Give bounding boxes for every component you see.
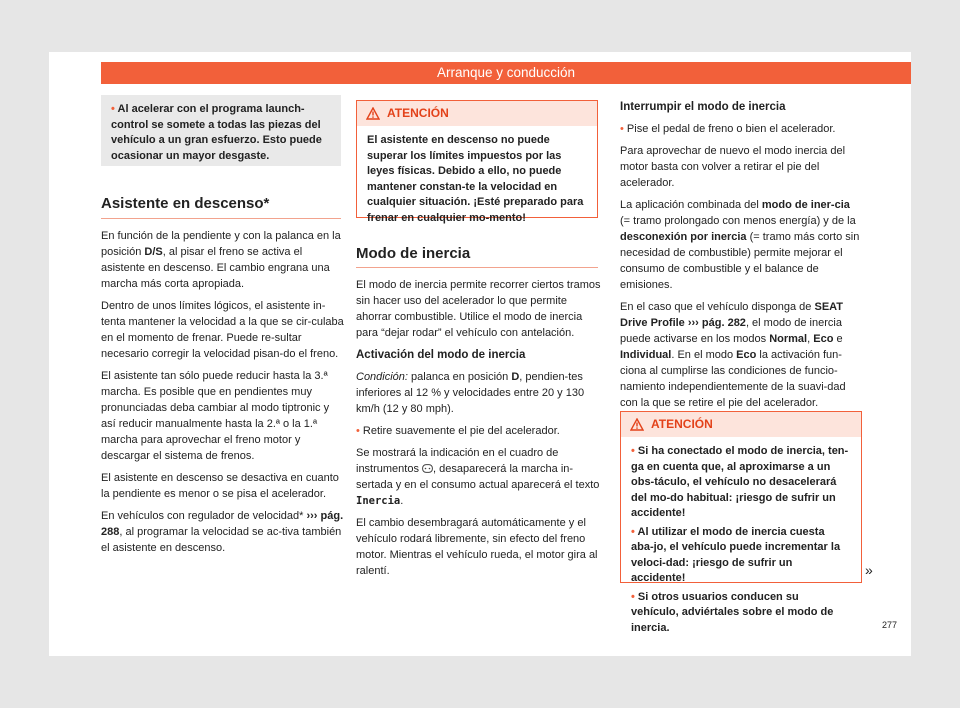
paragraph: En el caso que el vehículo disponga de SEAT Drive Profile ››› pág. 282, el modo de inercia puede activarse en los modos Normal, Eco e Individual. En el modo Eco la activación fun-ciona al cumplirse las condiciones de funcio-namiento independientemente de la suavi-dad con la que se retire el pie del acelerador. [620, 301, 846, 409]
warning-box [356, 100, 598, 224]
warning-triangle-icon [630, 418, 644, 431]
section-title-hill-descent: Asistente en descenso* [101, 195, 270, 212]
paragraph: Para aprovechar de nuevo el modo inercia del motor basta con volver a retirar el pie del acelerador. [620, 145, 846, 189]
paragraph: El asistente en descenso se desactiva en cuanto la pendiente es menor o se pisa el acelerador. [101, 472, 339, 500]
section-rule [101, 218, 341, 219]
paragraph: Se mostrará la indicación en el cuadro de instrumentos , desaparecerá la marcha in-sertada y en el consumo actual aparecerá el texto Inercia. [356, 447, 600, 507]
warning-triangle-icon [366, 107, 380, 120]
paragraph: En vehículos con regulador de velocidad* ››› pág. 288, al programar la velocidad se ac-tiva también el asistente en descenso. [101, 510, 344, 554]
paragraph: La aplicación combinada del modo de iner-cia (= tramo prolongado con menos energía) y de la desconexión por inercia (= tramo más corto sin necesidad de combustible) permite mejorar el consumo de combustible y el balance de emisiones. [620, 199, 860, 291]
list-item: • Pise el pedal de freno o bien el acelerador. [620, 123, 836, 135]
subheading: Activación del modo de inercia [356, 349, 526, 361]
paragraph: Dentro de unos límites lógicos, el asistente in-tenta mantener la velocidad a la que se cir-culaba en el momento de frenar. Puede re-sultar necesario corregir la velocidad pisan-do el freno. [101, 300, 344, 360]
note-box [101, 95, 341, 166]
warning-text: El asistente en descenso no puede superar los límites impuestos por las leyes físicas. Debido a ello, no puede mantener constan-te la velocidad en cualquier situación. ¡Esté preparado para frenar en cualquier mo-mento! [367, 134, 584, 224]
paragraph: En función de la pendiente y con la palanca en la posición D/S, al pisar el freno se activa el asistente en descenso. El cambio engrana una marcha más corta apropiada. [101, 230, 341, 290]
list-item: • Retire suavemente el pie del acelerador. [356, 425, 560, 437]
continue-arrow-icon: » [865, 562, 873, 578]
page-link[interactable]: ››› pág. 288 [101, 510, 344, 538]
paragraph: El cambio desembragará automáticamente y el vehículo rodará libremente, sin efecto del freno motor. Mientras el vehículo rueda, el motor gira al ralentí. [356, 517, 598, 577]
note-text: Al acelerar con el programa launch-control se somete a todas las piezas del vehículo a un gran esfuerzo. Esto puede ocasionar un mayor desgaste. [111, 103, 322, 162]
warning-header: ATENCIÓN [357, 101, 597, 126]
page-link[interactable]: SEAT Drive Profile ››› pág. 282 [620, 301, 844, 329]
warning-header: ATENCIÓN [621, 412, 861, 437]
page-header: Arranque y conducción [101, 62, 911, 84]
list-item: • Si ha conectado el modo de inercia, ten-ga en cuenta que, al aproximarse a un obs-táculo, el vehículo no desacelerará del mo-do habitual: ¡riesgo de sufrir un accidente! [631, 445, 849, 519]
section-title-coasting: Modo de inercia [356, 245, 471, 262]
document-page [49, 52, 911, 656]
paragraph: El asistente tan sólo puede reducir hasta la 3.ª marcha. Es posible que en pendientes muy pronunciadas deba cambiar al modo tiptronic y así reducir manualmente hasta la 2.ª o la 1.ª marcha para aprovechar el freno motor y descargar el sistema de frenos. [101, 370, 330, 462]
column-2 [356, 277, 601, 585]
section-rule [356, 267, 598, 268]
warning-text [621, 437, 861, 636]
bullet-icon: • [111, 103, 115, 115]
paragraph: Condición: palanca en posición D, pendien-tes inferiores al 12 % y velocidades entre 20 y 130 km/h (12 y 80 mph). [356, 371, 585, 415]
list-item: • Al utilizar el modo de inercia cuesta aba-jo, el vehículo puede incrementar la veloci-dad: ¡riesgo de sufrir un accidente! [631, 525, 841, 584]
coasting-mode-icon [422, 464, 433, 473]
page-number: 277 [881, 620, 897, 630]
column-3 [620, 99, 863, 417]
list-item: • Si otros usuarios conducen su vehículo, adviértales sobre el modo de inercia. [631, 590, 834, 634]
column-1 [101, 228, 344, 562]
paragraph: El modo de inercia permite recorrer ciertos tramos sin hacer uso del acelerador lo que permite ahorrar combustible. Utilice el modo de inercia para “dejar rodar” el vehículo con antelación. [356, 279, 601, 339]
warning-box [620, 411, 862, 634]
subheading: Interrumpir el modo de inercia [620, 101, 786, 113]
